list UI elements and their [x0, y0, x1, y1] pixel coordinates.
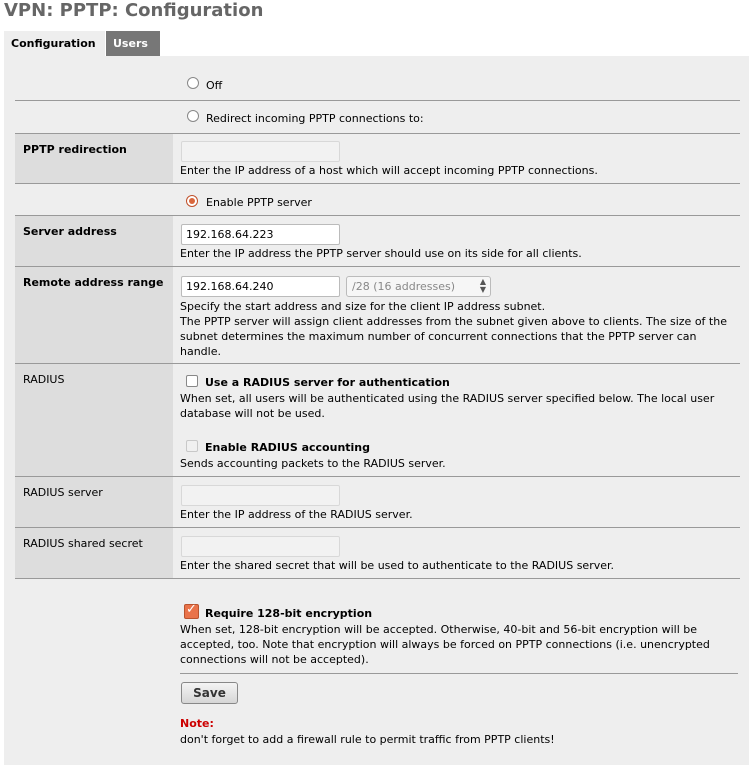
row-redirect	[15, 101, 740, 134]
server-address-input[interactable]: 192.168.64.223	[181, 224, 340, 245]
divider	[180, 673, 738, 674]
radius-server-input[interactable]	[181, 485, 340, 506]
note-label: Note:	[180, 717, 214, 730]
radius-secret-label: RADIUS shared secret	[15, 528, 173, 578]
server-address-help: Enter the IP address the PPTP server should use on its side for all clients.	[180, 247, 582, 260]
redirect-radio[interactable]	[187, 110, 199, 122]
select-arrows-icon: ▲ ▼	[479, 277, 486, 294]
remote-range-help2: The PPTP server will assign client addresses from the subnet given above to clients. The size of the subnet determines the maximum number of concurrent connections that the PPTP server can handle.	[180, 315, 727, 358]
remote-range-input[interactable]: 192.168.64.240	[181, 276, 340, 297]
note-text: don't forget to add a firewall rule to permit traffic from PPTP clients!	[180, 733, 555, 746]
page-title: VPN: PPTP: Configuration	[4, 0, 264, 21]
use-radius-help: When set, all users will be authenticated using the RADIUS server specified below. The local user database will not be used.	[180, 392, 715, 420]
radius-accounting-label: Enable RADIUS accounting	[205, 441, 371, 454]
enable-label: Enable PPTP server	[206, 196, 312, 209]
pptp-redirection-help: Enter the IP address of a host which will accept incoming PPTP connections.	[180, 164, 598, 177]
save-button[interactable]: Save	[181, 682, 238, 704]
radius-secret-help: Enter the shared secret that will be used to authenticate to the RADIUS server.	[180, 559, 615, 572]
pptp-redirection-input[interactable]	[181, 141, 340, 162]
row-server-address	[15, 216, 740, 267]
subnet-size-value: /28 (16 addresses)	[352, 280, 455, 293]
radius-accounting-checkbox[interactable]	[186, 440, 198, 452]
row-off	[15, 68, 740, 101]
redirect-label: Redirect incoming PPTP connections to:	[206, 112, 424, 125]
server-address-label: Server address	[15, 216, 173, 266]
radius-server-help: Enter the IP address of the RADIUS server.	[180, 508, 413, 521]
tab-users[interactable]: Users	[106, 31, 160, 56]
radius-label: RADIUS	[15, 364, 173, 476]
row-pptp-redirection	[15, 134, 740, 184]
row-remote-range	[15, 267, 740, 364]
remote-range-help1: Specify the start address and size for the client IP address subnet.	[180, 300, 546, 313]
enable-radio[interactable]	[186, 195, 198, 207]
encryption-checkbox[interactable]	[184, 604, 199, 619]
remote-range-label: Remote address range	[15, 267, 173, 363]
radius-secret-input[interactable]	[181, 536, 340, 557]
subnet-size-select[interactable]	[346, 276, 491, 297]
row-radius-secret	[15, 528, 740, 579]
tab-configuration[interactable]: Configuration	[4, 31, 105, 56]
radius-server-label: RADIUS server	[15, 477, 173, 527]
pptp-redirection-label: PPTP redirection	[15, 134, 173, 183]
row-radius-server	[15, 477, 740, 528]
use-radius-label: Use a RADIUS server for authentication	[205, 376, 450, 389]
config-panel	[4, 56, 749, 765]
off-label: Off	[206, 79, 223, 92]
encryption-help: When set, 128-bit encryption will be accepted. Otherwise, 40-bit and 56-bit encryption will be accepted, too. Note that encryption will always be forced on PPTP connections (i.e. unencrypted connections will not be accepted).	[180, 623, 710, 666]
radius-accounting-help: Sends accounting packets to the RADIUS server.	[180, 457, 446, 470]
row-enable	[15, 184, 740, 216]
use-radius-checkbox[interactable]	[186, 375, 198, 387]
row-radius	[15, 364, 740, 477]
encryption-label: Require 128-bit encryption	[205, 607, 373, 620]
off-radio[interactable]	[187, 77, 199, 89]
